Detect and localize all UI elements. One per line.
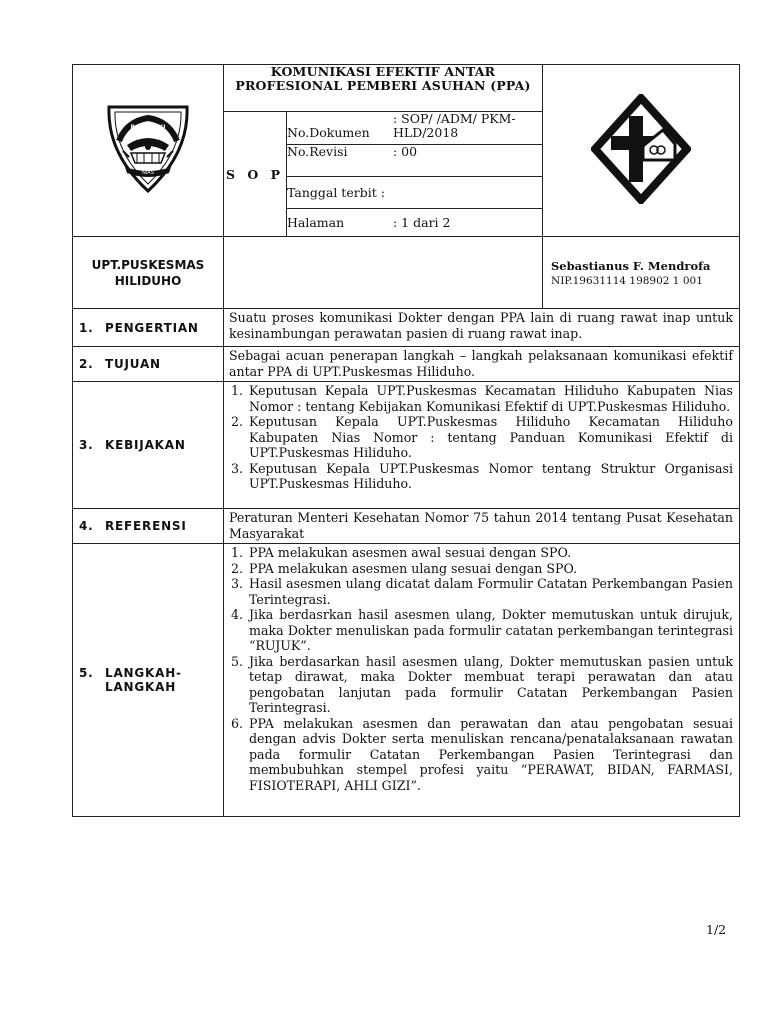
signer-name: Sebastianus F. Mendrofa <box>551 258 711 273</box>
field-key: Halaman <box>287 214 345 230</box>
field-key: No.Dokumen <box>287 125 370 140</box>
puskesmas-logo-icon <box>591 94 691 204</box>
section-number: 4. <box>79 519 94 533</box>
field-value: : SOP/ /ADM/ PKM-HLD/2018 <box>393 111 516 140</box>
signer-block <box>543 237 740 309</box>
section-number: 1. <box>79 320 94 335</box>
section-title: LANGKAH-LANGKAH <box>105 666 182 694</box>
field-key: No.Revisi <box>287 144 348 159</box>
list-item: 6. PPA melakukan asesmen dan perawatan dan atau pengobatan sesuai dengan advis Dokter serta menuliskan rencana/penatalaksanaan rawatan pada formulir Catatan Perkembangan Pasien Terintegrasi dan membubuhkan stempel profesi yaitu “PERAWAT, BIDAN, FARMASI, FISIOTERAPI, AHLI GIZI”. <box>231 715 733 793</box>
field-value: : 1 dari 2 <box>393 214 451 230</box>
puskesmas-logo-cell <box>543 65 740 237</box>
list-item: 1. Keputusan Kepala UPT.Puskesmas Kecamatan Hiliduho Kabupaten Nias Nomor : tentang Kebijakan Komunikasi Efektif di UPT.Puskesmas Hiliduho. <box>231 383 733 414</box>
section-list-kebijakan <box>224 382 740 509</box>
field-value: : <box>380 184 385 200</box>
section-list-langkah <box>224 544 740 817</box>
sop-label: S O P <box>224 112 287 237</box>
sop-table <box>72 64 740 817</box>
document-title: KOMUNIKASI EFEKTIF ANTAR PROFESIONAL PEMBERI ASUHAN (PPA) <box>224 65 543 112</box>
regency-seal-icon <box>97 101 199 197</box>
section-label-langkah <box>73 544 224 817</box>
section-number: 2. <box>79 357 94 371</box>
field-no-dokumen <box>287 112 543 145</box>
org-name: UPT.PUSKESMAS HILIDUHO <box>73 237 224 309</box>
list-item: 2. Keputusan Kepala UPT.Puskesmas Hiliduho Kecamatan Hiliduho Kabupaten Nias Nomor : tentang Panduan Komunikasi Efektif di UPT.Puskesmas Hiliduho. <box>231 414 733 460</box>
seal-banner: NIAS <box>142 169 154 176</box>
field-tanggal-terbit <box>287 177 543 209</box>
section-title: TUJUAN <box>105 357 161 371</box>
section-label-kebijakan <box>73 382 224 509</box>
list-item: 5. Jika berdasarkan hasil asesmen ulang, Dokter memutuskan pasien untuk tetap dirawat, maka Dokter membuat terapi perawatan dan atau pengobatan lanjutan pada formulir Catatan Perkembangan Pasien Terintegrasi. <box>231 653 733 715</box>
section-text-tujuan: Sebagai acuan penerapan langkah – langkah pelaksanaan komunikasi efektif antar PPA di UPT.Puskesmas Hiliduho. <box>224 347 740 382</box>
list-item: 3. Hasil asesmen ulang dicatat dalam Formulir Catatan Perkembangan Pasien Terintegrasi. <box>231 576 733 607</box>
list-item: 3. Keputusan Kepala UPT.Puskesmas Nomor tentang Struktur Organisasi UPT.Puskesmas Hiliduho. <box>231 460 733 491</box>
section-text-referensi: Peraturan Menteri Kesehatan Nomor 75 tahun 2014 tentang Pusat Kesehatan Masyarakat <box>224 509 740 544</box>
page-number: 1/2 <box>706 922 727 937</box>
section-title: PENGERTIAN <box>105 320 199 335</box>
field-no-revisi <box>287 145 543 177</box>
section-label-pengertian <box>73 309 224 347</box>
section-number: 5. <box>79 666 94 680</box>
field-value: : 00 <box>393 144 418 159</box>
list-item: 1. PPA melakukan asesmen awal sesuai dengan SPO. <box>231 545 572 560</box>
section-title: KEBIJAKAN <box>105 438 186 452</box>
section-text-pengertian: Suatu proses komunikasi Dokter dengan PPA lain di ruang rawat inap untuk kesinambungan perawatan pasien di ruang rawat inap. <box>224 309 740 347</box>
blank-cell <box>224 237 543 309</box>
section-label-referensi <box>73 509 224 544</box>
list-item: 4. Jika berdasrkan hasil asesmen ulang, Dokter memutuskan untuk dirujuk, maka Dokter menuliskan pada formulir catatan perkembangan terintegrasi “RUJUK”. <box>231 607 733 653</box>
field-key: Tanggal terbit <box>287 184 377 200</box>
section-number: 3. <box>79 438 94 452</box>
signer-nip: NIP.19631114 198902 1 001 <box>551 274 703 287</box>
field-halaman <box>287 209 543 237</box>
regency-seal-cell <box>73 65 224 237</box>
list-item: 2. PPA melakukan asesmen ulang sesuai dengan SPO. <box>231 560 578 576</box>
section-title: REFERENSI <box>105 519 187 533</box>
section-label-tujuan <box>73 347 224 382</box>
seal-text: BATATURU <box>130 123 166 131</box>
